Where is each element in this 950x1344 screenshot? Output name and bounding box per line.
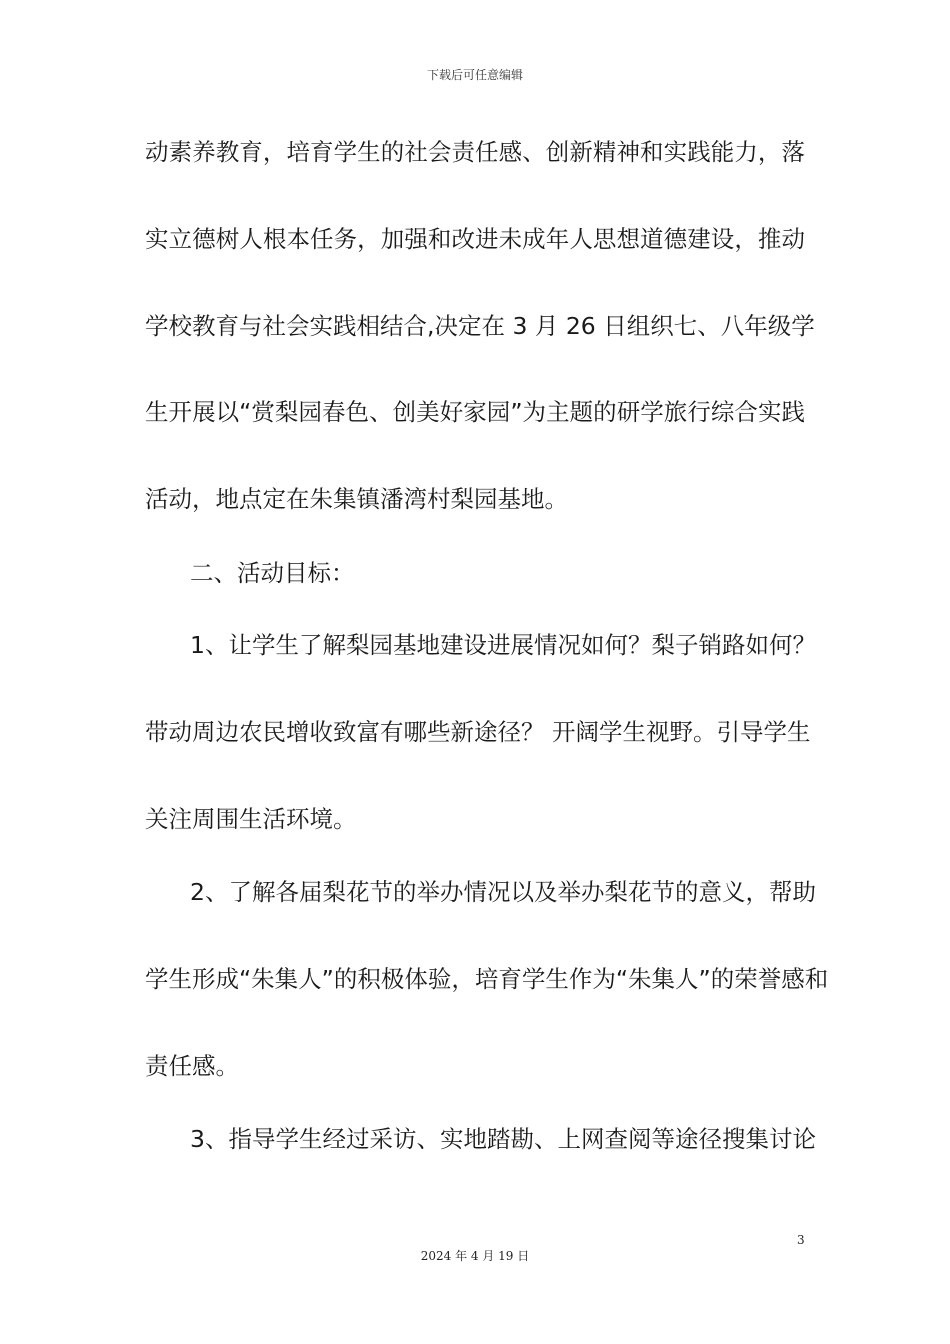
body-line: 学校教育与社会实践相结合,决定在 3 月 26 日组织七、八年级学 bbox=[145, 312, 815, 340]
body-line: 2、了解各届梨花节的举办情况以及举办梨花节的意义，帮助 bbox=[190, 878, 816, 906]
body-line: 关注周围生活环境。 bbox=[145, 805, 357, 833]
section-heading: 二、活动目标： bbox=[190, 559, 355, 587]
body-line: 1、让学生了解梨园基地建设进展情况如何？梨子销路如何？ bbox=[190, 631, 816, 659]
body-line: 动素养教育，培育学生的社会责任感、创新精神和实践能力，落 bbox=[145, 138, 805, 166]
body-line: 带动周边农民增收致富有哪些新途径？ 开阔学生视野。引导学生 bbox=[145, 718, 811, 746]
body-line: 实立德树人根本任务，加强和改进未成年人思想道德建设，推动 bbox=[145, 225, 805, 253]
page-number: 3 bbox=[797, 1233, 805, 1247]
page-footer-date: 2024 年 4 月 19 日 bbox=[420, 1249, 530, 1263]
body-line: 学生形成“朱集人”的积极体验，培育学生作为“朱集人”的荣誉感和 bbox=[145, 965, 829, 993]
body-line: 3、指导学生经过采访、实地踏勘、上网查阅等途径搜集讨论 bbox=[190, 1125, 816, 1153]
page-header: 下载后可任意编辑 bbox=[426, 68, 523, 82]
body-line: 责任感。 bbox=[145, 1052, 239, 1080]
body-line: 生开展以“赏梨园春色、创美好家园”为主题的研学旅行综合实践 bbox=[145, 398, 805, 426]
body-line: 活动，地点定在朱集镇潘湾村梨园基地。 bbox=[145, 485, 568, 513]
